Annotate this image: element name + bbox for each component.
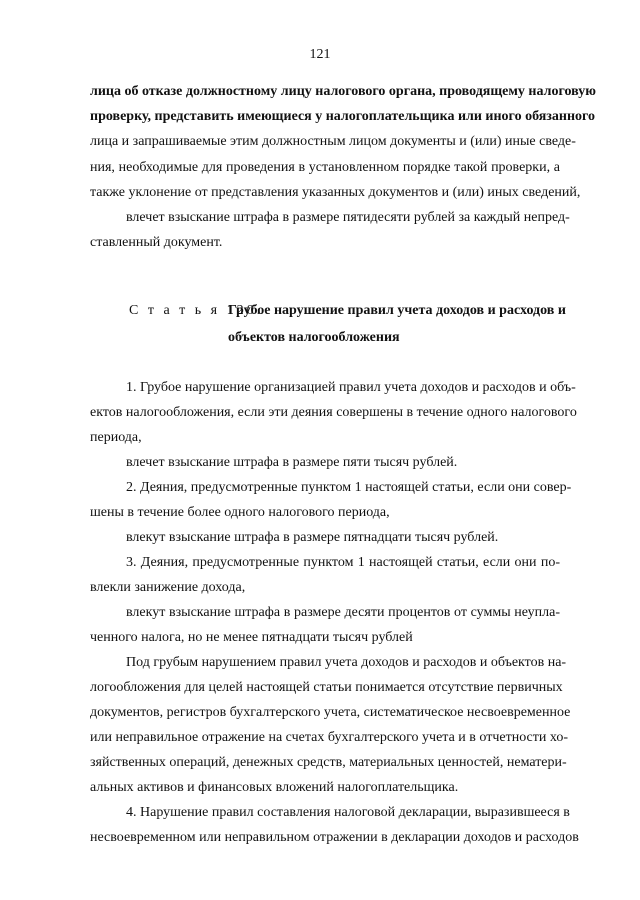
text-line: ставленный документ. — [90, 235, 223, 250]
text-line: влекли занижение дохода, — [90, 580, 246, 595]
article-title: Грубое нарушение правил учета доходов и расходов и — [228, 303, 566, 318]
text-line: 4. Нарушение правил составления налоговой декларации, выразившееся в — [126, 805, 570, 820]
article-label: С т а т ь я 120. — [129, 303, 264, 318]
text-line: также уклонение от представления указанных документов и (или) иных сведений, — [90, 185, 581, 200]
text-line: 2. Деяния, предусмотренные пунктом 1 настоящей статьи, если они совер- — [126, 480, 572, 495]
text-line: 1. Грубое нарушение организацией правил учета доходов и расходов и объ- — [126, 380, 576, 395]
text-line: несвоевременном или неправильном отражении в декларации доходов и расходов — [90, 830, 579, 845]
text-line: альных активов и финансовых вложений налогоплательщика. — [90, 780, 459, 795]
text-line: влекут взыскание штрафа в размере пятнадцати тысяч рублей. — [126, 530, 499, 545]
article-title: объектов налогообложения — [228, 330, 400, 345]
text-line: 3. Деяния, предусмотренные пунктом 1 настоящей статьи, если они по- — [126, 555, 560, 570]
text-line: или неправильное отражение на счетах бухгалтерского учета и в отчетности хо- — [90, 730, 568, 745]
text-line: проверку, представить имеющиеся у налогоплательщика или иного обязанного — [90, 109, 596, 124]
text-line: влекут взыскание штрафа в размере десяти процентов от суммы неупла- — [126, 605, 560, 620]
text-line: ектов налогообложения, если эти деяния совершены в течение одного налогового — [90, 405, 577, 420]
text-line: влечет взыскание штрафа в размере пяти тысяч рублей. — [126, 455, 458, 470]
text-line: шены в течение более одного налогового периода, — [90, 505, 390, 520]
text-line: Под грубым нарушением правил учета доходов и расходов и объектов на- — [126, 655, 567, 670]
text-line: периода, — [90, 430, 142, 445]
text-line: ченного налога, но не менее пятнадцати тысяч рублей — [90, 630, 413, 645]
text-line: зяйственных операций, денежных средств, материальных ценностей, нематери- — [90, 755, 567, 770]
text-line: влечет взыскание штрафа в размере пятидесяти рублей за каждый непред- — [126, 210, 570, 225]
text-line: логообложения для целей настоящей статьи понимается отсутствие первичных — [90, 680, 563, 695]
text-line: документов, регистров бухгалтерского учета, систематическое несвоевременное — [90, 705, 571, 720]
text-line: лица об отказе должностному лицу налогового органа, проводящему налоговую — [90, 84, 596, 99]
text-line: лица и запрашиваемые этим должностным лицом документы и (или) иные сведе- — [90, 134, 576, 149]
page-number: 121 — [309, 47, 331, 62]
text-line: ния, необходимые для проведения в установленном порядке такой проверки, а — [90, 160, 560, 175]
